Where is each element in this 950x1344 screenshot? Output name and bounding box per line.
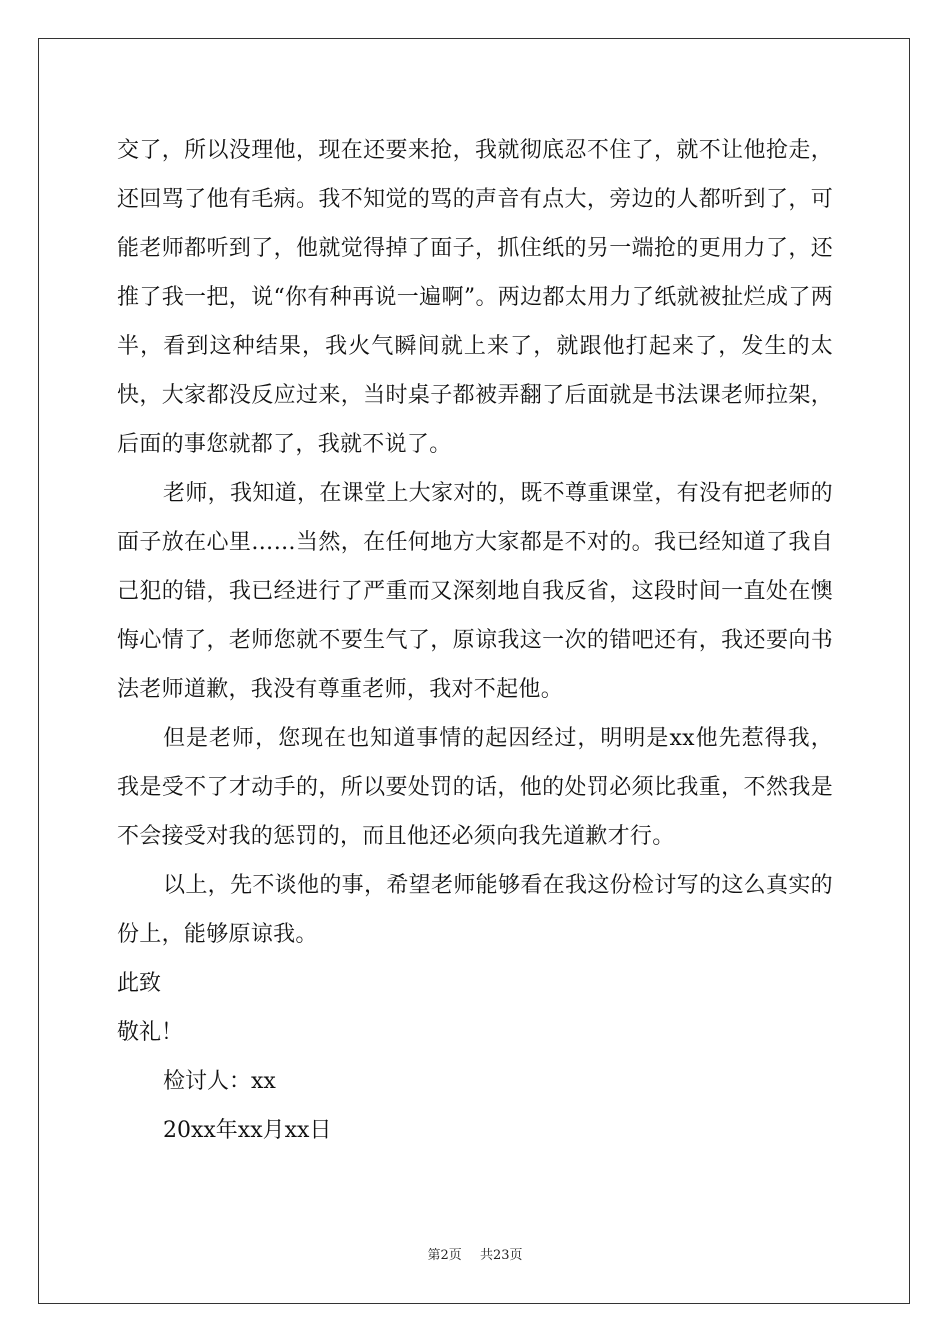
page-footer (0, 1244, 950, 1263)
paragraph-4: 以上，先不谈他的事，希望老师能够看在我这份检讨写的这么真实的份上，能够原谅我。 (117, 873, 833, 947)
date-line: 20xx年xx月xx日 (163, 1118, 332, 1143)
salute-line: 敬礼！ (117, 1020, 184, 1045)
closing-line: 此致 (117, 971, 162, 996)
paragraph-1: 交了，所以没理他，现在还要来抢，我就彻底忍不住了，就不让他抢走，还回骂了他有毛病。我不知觉的骂的声音有点大，旁边的人都听到了，可能老师都听到了，他就觉得掉了面子，抓住纸的另一端抢的更用力了，还推了我一把，说“你有种再说一遍啊”。两边都太用力了纸就被扯烂成了两半，看到这种结果，我火气瞬间就上来了，就跟他打起来了，发生的太快，大家都没反应过来，当时桌子都被弄翻了后面就是书法课老师拉架，后面的事您就都了，我就不说了。 (117, 138, 833, 457)
paragraph-3: 但是老师，您现在也知道事情的起因经过，明明是xx他先惹得我，我是受不了才动手的，所以要处罚的话，他的处罚必须比我重，不然我是不会接受对我的惩罚的，而且他还必须向我先道歉才行。 (117, 726, 833, 849)
signer-line: 检讨人：xx (163, 1069, 276, 1094)
page-number: 第2页 (427, 1248, 462, 1263)
document-body (117, 126, 833, 1155)
page-total: 共23页 (479, 1248, 523, 1263)
paragraph-2: 老师，我知道，在课堂上大家对的，既不尊重课堂，有没有把老师的面子放在心里……当然，在任何地方大家都是不对的。我已经知道了我自己犯的错，我已经进行了严重而又深刻地自我反省，这段时间一直处在懊悔心情了，老师您就不要生气了，原谅我这一次的错吧还有，我还要向书法老师道歉，我没有尊重老师，我对不起他。 (117, 481, 833, 702)
